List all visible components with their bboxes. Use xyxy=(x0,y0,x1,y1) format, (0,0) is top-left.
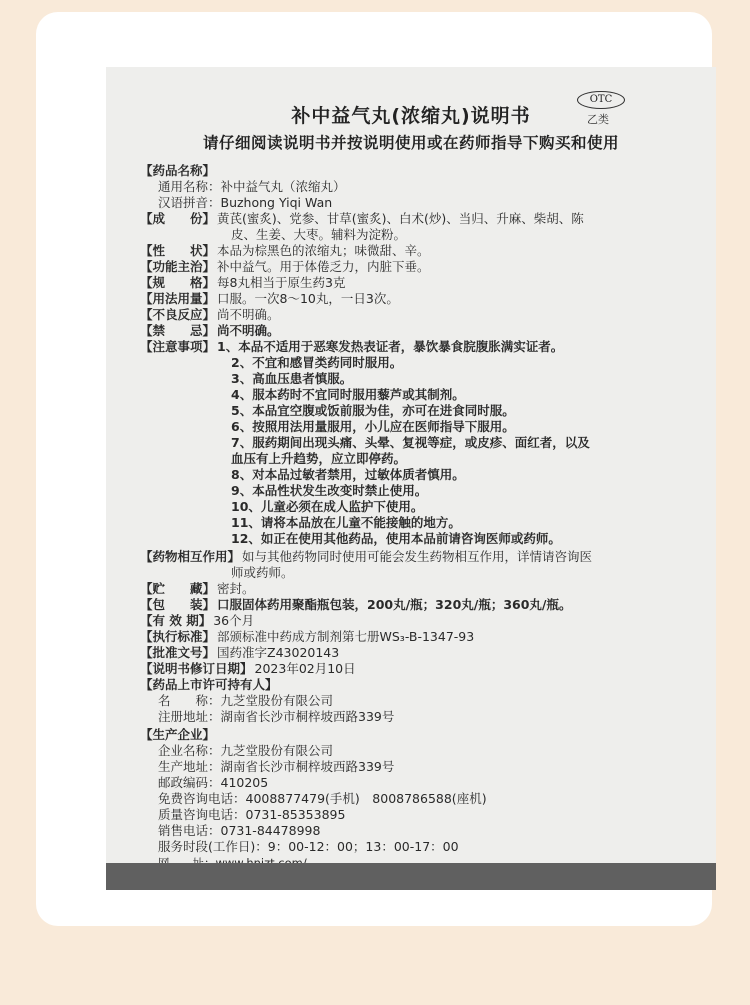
approval-row: 【批准文号】 国药准字Z43020143 xyxy=(140,645,340,660)
adverse-row: 【不良反应】 尚不明确。 xyxy=(140,307,280,322)
precaution-item: 7、服药期间出现头痛、头晕、复视等症，或皮疹、面红者，以及 xyxy=(231,435,590,450)
otc-class-label: 乙类 xyxy=(587,113,609,126)
precaution-item: 血压有上升趋势，应立即停药。 xyxy=(231,451,407,466)
precaution-item: 2、不宜和感冒类药同时服用。 xyxy=(231,355,403,370)
product-card xyxy=(36,12,712,926)
ingredients-text-cont: 皮、生姜、大枣。辅料为淀粉。 xyxy=(231,227,407,242)
leaflet-subtitle: 请仔细阅读说明书并按说明使用或在药师指导下购买和使用 xyxy=(202,134,619,152)
storage-row: 【贮 藏】 密封。 xyxy=(140,581,255,596)
mfr-sales-phone: 销售电话：0731-84478998 xyxy=(158,823,321,838)
leaflet-title: 补中益气丸(浓缩丸)说明书 xyxy=(291,105,531,127)
instruction-leaflet xyxy=(106,67,716,890)
mfr-hotline: 免费咨询电话：4008877479(手机) 8008786588(座机) xyxy=(158,791,487,806)
otc-badge: OTC xyxy=(577,91,625,109)
precaution-item: 10、儿童必须在成人监护下使用。 xyxy=(231,499,424,514)
precaution-item: 4、服本药时不宜同时服用藜芦或其制剂。 xyxy=(231,387,465,402)
precaution-item: 11、请将本品放在儿童不能接触的地方。 xyxy=(231,515,461,530)
holder-address: 注册地址：湖南省长沙市桐梓坡西路339号 xyxy=(158,709,395,724)
precaution-item: 12、如正在使用其他药品，使用本品前请咨询医师或药师。 xyxy=(231,531,561,546)
ingredients-text: 黄芪(蜜炙)、党参、甘草(蜜炙)、白术(炒)、当归、升麻、柴胡、陈 xyxy=(217,211,584,226)
standard-row: 【执行标准】 部颁标准中药成方制剂第七册WS₃-B-1347-93 xyxy=(140,629,475,644)
indications-row: 【功能主治】 补中益气。用于体倦乏力，内脏下垂。 xyxy=(140,259,430,274)
paper-bottom-band xyxy=(106,863,716,890)
mfr-postcode: 邮政编码：410205 xyxy=(158,775,269,790)
mfr-address: 生产地址：湖南省长沙市桐梓坡西路339号 xyxy=(158,759,395,774)
mfr-service-hours: 服务时段(工作日)：9：00-12：00；13：00-17：00 xyxy=(158,839,459,854)
revision-row: 【说明书修订日期】 2023年02月10日 xyxy=(140,661,356,676)
precaution-item: 3、高血压患者慎服。 xyxy=(231,371,353,386)
package-row: 【包 装】 口服固体药用聚酯瓶包装，200丸/瓶；320丸/瓶；360丸/瓶。 xyxy=(140,597,572,612)
validity-row: 【有 效 期】 36个月 xyxy=(140,613,255,628)
ingredients-label: 【成 份】 xyxy=(140,211,216,226)
precaution-item: 9、本品性状发生改变时禁止使用。 xyxy=(231,483,428,498)
properties-row: 【性 状】 本品为棕黑色的浓缩丸；味微甜、辛。 xyxy=(140,243,430,258)
common-name: 通用名称：补中益气丸（浓缩丸） xyxy=(158,179,346,194)
precaution-item: 5、本品宜空腹或饭前服为佳，亦可在进食同时服。 xyxy=(231,403,515,418)
contra-row: 【禁 忌】 尚不明确。 xyxy=(140,323,280,338)
precaution-item: 6、按照用法用量服用，小儿应在医师指导下服用。 xyxy=(231,419,515,434)
usage-row: 【用法用量】 口服。一次8～10丸，一日3次。 xyxy=(140,291,399,306)
precaution-item: 8、对本品过敏者禁用，过敏体质者慎用。 xyxy=(231,467,465,482)
mfr-name: 企业名称：九芝堂股份有限公司 xyxy=(158,743,334,758)
spec-row: 【规 格】 每8丸相当于原生药3克 xyxy=(140,275,346,290)
precautions-row: 【注意事项】 1、本品不适用于恶寒发热表证者，暴饮暴食脘腹胀满实证者。 xyxy=(140,339,564,354)
ingredients-row xyxy=(140,211,584,227)
holder-header: 【药品上市许可持有人】 xyxy=(140,677,278,692)
interaction-row: 【药物相互作用】 如与其他药物同时使用可能会发生药物相互作用，详情请咨询医 xyxy=(140,549,593,564)
drug-name-header: 【药品名称】 xyxy=(140,163,216,178)
mfr-quality-phone: 质量咨询电话：0731-85353895 xyxy=(158,807,346,822)
pinyin-name: 汉语拼音：Buzhong Yiqi Wan xyxy=(158,195,333,210)
holder-name: 名 称：九芝堂股份有限公司 xyxy=(158,693,334,708)
interaction-text-cont: 师或药师。 xyxy=(231,565,294,580)
manufacturer-header: 【生产企业】 xyxy=(140,727,216,742)
